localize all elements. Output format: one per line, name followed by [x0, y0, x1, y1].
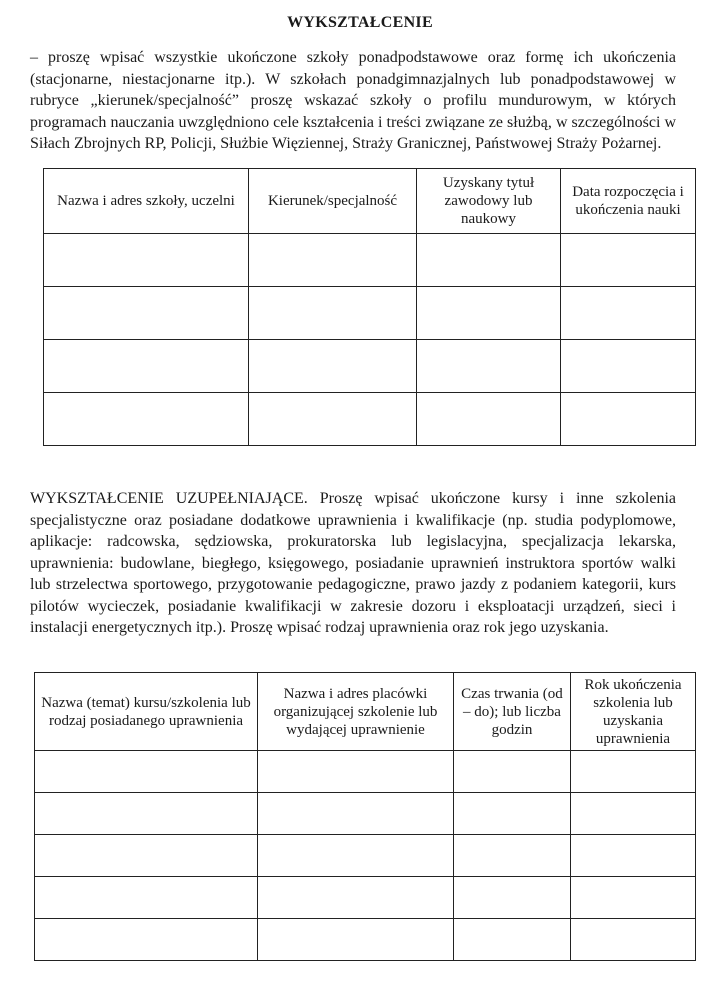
table-cell[interactable]: [454, 877, 571, 919]
table-row: [35, 835, 696, 877]
education-table-header-row: [44, 169, 696, 234]
header-study-dates: Data rozpoczęcia i ukończenia nauki: [561, 169, 696, 234]
table-row: [44, 393, 696, 446]
header-degree: Uzyskany tytuł zawodowy lub naukowy: [417, 169, 561, 234]
supplementary-table: [34, 672, 696, 961]
table-cell[interactable]: [454, 751, 571, 793]
table-cell[interactable]: [249, 340, 417, 393]
table-cell[interactable]: [258, 793, 454, 835]
header-school-name: Nazwa i adres szkoły, uczelni: [44, 169, 249, 234]
table-cell[interactable]: [571, 751, 696, 793]
header-duration: Czas trwania (od – do); lub liczba godzin: [454, 673, 571, 751]
table-cell[interactable]: [35, 877, 258, 919]
table-row: [44, 287, 696, 340]
table-cell[interactable]: [571, 919, 696, 961]
table-cell[interactable]: [417, 393, 561, 446]
table-cell[interactable]: [454, 793, 571, 835]
table-row: [35, 793, 696, 835]
supplementary-instructions: WYKSZTAŁCENIE UZUPEŁNIAJĄCE. Proszę wpisać ukończone kursy i inne szkolenia specjalistyczne oraz posiadane dodatkowe uprawnienia i kwalifikacje (np. studia podyplomowe, aplikacje: radcowska, sędziowska, prokuratorska lub legislacyjna, specjalizacja lekarska, uprawnienia: budowlane, biegłego, księgowego, posiadanie uprawnień instruktora sportów walki lub strzelectwa sportowego, przygotowanie pedagogiczne, prawo jazdy z podaniem kategorii, kurs pilotów wycieczek, posiadanie kwalifikacji w zakresie dozoru i eksploatacji urządzeń, sieci i instalacji energetycznych itp.). Proszę wpisać rodzaj uprawnienia oraz rok jego uzyskania.: [30, 490, 676, 636]
table-cell[interactable]: [35, 835, 258, 877]
table-cell[interactable]: [35, 751, 258, 793]
table-cell[interactable]: [258, 835, 454, 877]
header-field-of-study: Kierunek/specjalność: [249, 169, 417, 234]
table-row: [35, 877, 696, 919]
table-cell[interactable]: [249, 393, 417, 446]
table-cell[interactable]: [561, 340, 696, 393]
table-cell[interactable]: [561, 287, 696, 340]
table-cell[interactable]: [44, 234, 249, 287]
table-cell[interactable]: [44, 393, 249, 446]
table-row: [35, 751, 696, 793]
header-institution: Nazwa i adres placówki organizującej szkolenie lub wydającej uprawnienie: [258, 673, 454, 751]
table-cell[interactable]: [454, 835, 571, 877]
table-cell[interactable]: [44, 287, 249, 340]
table-cell[interactable]: [454, 919, 571, 961]
table-cell[interactable]: [35, 919, 258, 961]
table-cell[interactable]: [571, 835, 696, 877]
table-cell[interactable]: [44, 340, 249, 393]
table-cell[interactable]: [258, 877, 454, 919]
table-cell[interactable]: [417, 234, 561, 287]
table-row: [35, 919, 696, 961]
table-cell[interactable]: [571, 877, 696, 919]
table-cell[interactable]: [249, 287, 417, 340]
table-row: [44, 340, 696, 393]
table-cell[interactable]: [249, 234, 417, 287]
table-cell[interactable]: [35, 793, 258, 835]
header-completion-year: Rok ukończenia szkolenia lub uzyskania uprawnienia: [571, 673, 696, 751]
table-row: [44, 234, 696, 287]
table-cell[interactable]: [258, 919, 454, 961]
page-title: WYKSZTAŁCENIE: [287, 14, 433, 31]
education-instructions: – proszę wpisać wszystkie ukończone szkoły ponadpodstawowe oraz formę ich ukończenia (stacjonarne, niestacjonarne itp.). W szkołach ponadgimnazjalnych lub ponadpodstawowej w rubryce „kierunek/specjalność” proszę wskazać szkoły o profilu mundurowym, w których programach nauczania uwzględniono cele kształcenia i treści związane ze służbą, w szczególności w Siłach Zbrojnych RP, Policji, Służbie Więziennej, Straży Granicznej, Państwowej Straży Pożarnej.: [30, 49, 676, 152]
table-cell[interactable]: [561, 234, 696, 287]
education-table: [43, 168, 696, 446]
table-cell[interactable]: [258, 751, 454, 793]
table-cell[interactable]: [417, 287, 561, 340]
table-cell[interactable]: [571, 793, 696, 835]
table-cell[interactable]: [561, 393, 696, 446]
table-cell[interactable]: [417, 340, 561, 393]
supplementary-table-header-row: [35, 673, 696, 751]
header-course-name: Nazwa (temat) kursu/szkolenia lub rodzaj posiadanego uprawnienia: [35, 673, 258, 751]
